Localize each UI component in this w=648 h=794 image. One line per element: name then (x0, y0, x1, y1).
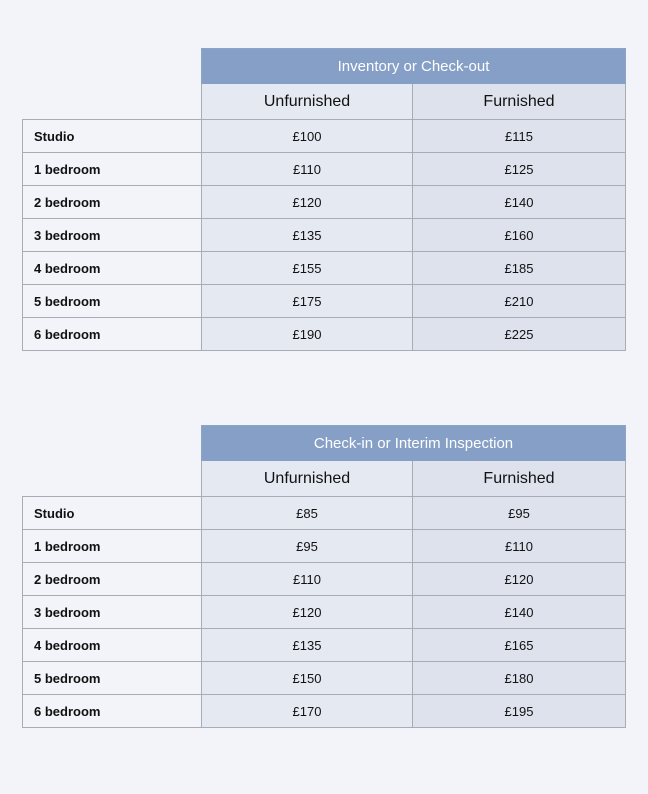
title-spacer (22, 48, 201, 84)
inventory-checkout-table (22, 48, 626, 351)
table-row (22, 153, 626, 186)
row-label: 1 bedroom (22, 530, 201, 563)
unfurnished-price: £150 (201, 662, 413, 695)
furnished-price: £210 (413, 285, 626, 318)
furnished-price: £160 (413, 219, 626, 252)
furnished-price: £140 (413, 596, 626, 629)
column-header-unfurnished: Unfurnished (201, 461, 413, 497)
furnished-price: £120 (413, 563, 626, 596)
table-row (22, 596, 626, 629)
furnished-price: £125 (413, 153, 626, 186)
furnished-price: £185 (413, 252, 626, 285)
table-row (22, 629, 626, 662)
table-title: Check-in or Interim Inspection (201, 425, 626, 461)
column-header-row (22, 84, 626, 120)
unfurnished-price: £135 (201, 219, 413, 252)
furnished-price: £195 (413, 695, 626, 728)
table-title: Inventory or Check-out (201, 48, 626, 84)
table-row (22, 318, 626, 351)
furnished-price: £165 (413, 629, 626, 662)
row-label: 4 bedroom (22, 252, 201, 285)
furnished-price: £95 (413, 497, 626, 530)
unfurnished-price: £170 (201, 695, 413, 728)
unfurnished-price: £95 (201, 530, 413, 563)
furnished-price: £225 (413, 318, 626, 351)
unfurnished-price: £100 (201, 120, 413, 153)
row-label: 6 bedroom (22, 695, 201, 728)
unfurnished-price: £175 (201, 285, 413, 318)
row-label: 3 bedroom (22, 596, 201, 629)
unfurnished-price: £135 (201, 629, 413, 662)
furnished-price: £180 (413, 662, 626, 695)
table-row (22, 563, 626, 596)
row-label: Studio (22, 497, 201, 530)
table-row (22, 530, 626, 563)
column-header-furnished: Furnished (413, 84, 626, 120)
row-label: 4 bedroom (22, 629, 201, 662)
row-label: Studio (22, 120, 201, 153)
unfurnished-price: £190 (201, 318, 413, 351)
table-row (22, 285, 626, 318)
column-header-unfurnished: Unfurnished (201, 84, 413, 120)
table-row (22, 662, 626, 695)
title-spacer (22, 425, 201, 461)
row-label: 5 bedroom (22, 662, 201, 695)
furnished-price: £115 (413, 120, 626, 153)
row-label: 1 bedroom (22, 153, 201, 186)
furnished-price: £110 (413, 530, 626, 563)
table-row (22, 695, 626, 728)
table-row (22, 186, 626, 219)
header-spacer (22, 84, 201, 120)
table-row (22, 252, 626, 285)
row-label: 5 bedroom (22, 285, 201, 318)
table-title-row (22, 425, 626, 461)
unfurnished-price: £110 (201, 563, 413, 596)
table-row (22, 219, 626, 252)
column-header-furnished: Furnished (413, 461, 626, 497)
unfurnished-price: £155 (201, 252, 413, 285)
header-spacer (22, 461, 201, 497)
table-row (22, 120, 626, 153)
row-label: 6 bedroom (22, 318, 201, 351)
unfurnished-price: £120 (201, 596, 413, 629)
unfurnished-price: £85 (201, 497, 413, 530)
row-label: 2 bedroom (22, 563, 201, 596)
checkin-interim-inspection-table (22, 425, 626, 728)
unfurnished-price: £120 (201, 186, 413, 219)
furnished-price: £140 (413, 186, 626, 219)
unfurnished-price: £110 (201, 153, 413, 186)
table-title-row (22, 48, 626, 84)
column-header-row (22, 461, 626, 497)
row-label: 3 bedroom (22, 219, 201, 252)
table-row (22, 497, 626, 530)
row-label: 2 bedroom (22, 186, 201, 219)
